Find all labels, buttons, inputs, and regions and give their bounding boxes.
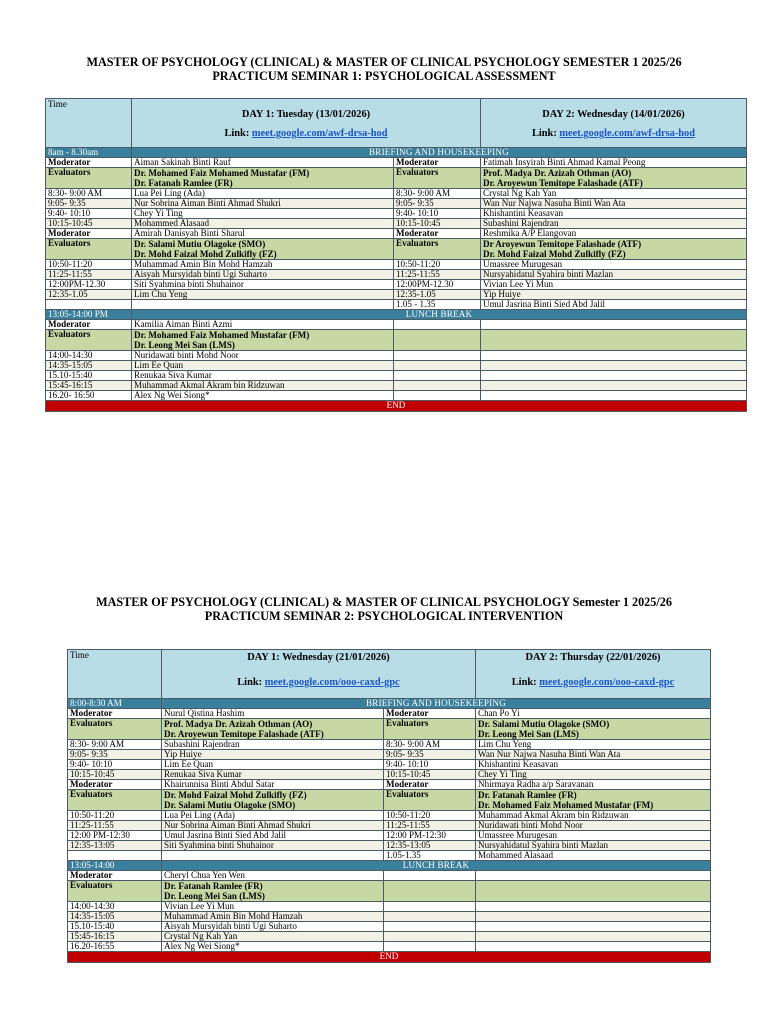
name-cell: [476, 932, 711, 942]
day2-meet-link[interactable]: meet.google.com/awf-drsa-hod: [559, 128, 696, 139]
evaluator-name: Dr Aroyewun Temitope Falashade (ATF): [483, 239, 642, 249]
moderator-label: Moderator: [68, 871, 162, 881]
table-row: [46, 290, 747, 300]
time-cell: [394, 381, 481, 391]
name-cell: Cheryl Chua Yen Wen: [162, 871, 384, 881]
evaluators-label: Evaluators: [68, 719, 162, 740]
moderator-label: Moderator: [394, 158, 481, 168]
end-row: [68, 952, 711, 963]
time-cell: [46, 300, 132, 310]
time-cell: [394, 391, 481, 401]
name-cell: [476, 942, 711, 952]
link-label: Link:: [237, 677, 263, 688]
table-row: [68, 932, 711, 942]
lunch-label: LUNCH BREAK: [132, 310, 747, 320]
name-cell: [481, 168, 747, 189]
seminar1-title-line2: PRACTICUM SEMINAR 1: PSYCHOLOGICAL ASSESSMENT: [212, 69, 556, 83]
time-cell: 1.05 - 1.35: [394, 300, 481, 310]
time-cell: 9:05- 9:35: [384, 750, 476, 760]
moderator-label: Moderator: [68, 780, 162, 790]
briefing-time: 8:00-8:30 AM: [68, 699, 162, 709]
day2-header: [481, 99, 747, 148]
day2-title: DAY 2: Thursday (22/01/2026): [525, 652, 661, 663]
table-row: [46, 330, 747, 351]
evaluators-label: Evaluators: [46, 168, 132, 189]
name-cell: Lua Pei Ling (Ada): [162, 811, 384, 821]
time-cell: 15.10-15:40: [46, 371, 132, 381]
end-label: END: [68, 952, 711, 963]
time-cell: 12:35-1.05: [46, 290, 132, 300]
lunch-label: LUNCH BREAK: [162, 861, 711, 871]
time-cell: 14:35-15:05: [68, 912, 162, 922]
evaluators-label: Evaluators: [68, 881, 162, 902]
name-cell: Crystal Ng Kah Yan: [162, 932, 384, 942]
time-header-cell: [68, 650, 162, 699]
table-row: [68, 740, 711, 750]
day1-link-line: [134, 127, 478, 140]
end-label: END: [46, 401, 747, 412]
table-row: [68, 902, 711, 912]
evaluator-name: Dr. Fatanah Ramlee (FR): [134, 178, 233, 188]
name-cell: [481, 391, 747, 401]
name-cell: Kamilia Aiman Binti Azmi: [132, 320, 394, 330]
table-row: [68, 841, 711, 851]
name-cell: Alex Ng Wei Siong*: [162, 942, 384, 952]
time-cell: 8:30- 9:00 AM: [46, 189, 132, 199]
name-cell: Muhammad Akmal Akram bin Ridzuwan: [132, 381, 394, 391]
name-cell: Aisyah Mursyidah binti Ugi Suharto: [162, 922, 384, 932]
name-cell: Aiman Sakinah Binti Rauf: [132, 158, 394, 168]
evaluator-name: Dr. Aroyewun Temitope Falashade (ATF): [164, 729, 324, 739]
time-cell: 16.20- 16:50: [46, 391, 132, 401]
seminar2-title-line1: MASTER OF PSYCHOLOGY (CLINICAL) & MASTER OF CLINICAL PSYCHOLOGY Semester 1 2025/26: [96, 595, 672, 609]
seminar2-title: [0, 595, 768, 623]
time-cell: 1.05-1.35: [384, 851, 476, 861]
name-cell: Wan Nur Najwa Nasuha Binti Wan Ata: [476, 750, 711, 760]
name-cell: [162, 719, 384, 740]
time-cell: 9:40- 10:10: [394, 209, 481, 219]
time-cell: 10:50-11:20: [68, 811, 162, 821]
name-cell: Khairunnisa Binti Abdul Satar: [162, 780, 384, 790]
name-cell: [476, 871, 711, 881]
table-row: [68, 831, 711, 841]
table-row: [68, 821, 711, 831]
time-cell: 16.20-16:55: [68, 942, 162, 952]
time-cell: 12:00 PM-12:30: [384, 831, 476, 841]
moderator-label: Moderator: [46, 229, 132, 239]
evaluator-name: Dr. Salami Mutiu Olagoke (SMO): [164, 800, 296, 810]
name-cell: Nuridawati binti Mohd Noor: [476, 821, 711, 831]
name-cell: Lim Chu Yeng: [132, 290, 394, 300]
time-cell: 12:35-13:05: [68, 841, 162, 851]
evaluator-name: Prof. Madya Dr. Azizah Othman (AO): [164, 719, 313, 729]
name-cell: Nhirmaya Radha a/p Saravanan: [476, 780, 711, 790]
table-row: [46, 260, 747, 270]
moderator-label: Moderator: [384, 709, 476, 719]
name-cell: Muhammad Amin Bin Mohd Hamzah: [132, 260, 394, 270]
day1-meet-link[interactable]: meet.google.com/awf-drsa-hod: [251, 128, 388, 139]
name-cell: [162, 881, 384, 902]
moderator-label: Moderator: [46, 158, 132, 168]
table-row: [46, 300, 747, 310]
lunch-time: 13:05-14:00 PM: [46, 310, 132, 320]
time-cell: 11:25-11:55: [394, 270, 481, 280]
time-cell: [384, 912, 476, 922]
time-cell: 8:30- 9:00 AM: [68, 740, 162, 750]
day1-link-line: [164, 676, 473, 689]
table-row: [46, 199, 747, 209]
time-header-cell: [46, 99, 132, 148]
name-cell: Renukaa Siva Kumar: [132, 371, 394, 381]
lunch-row: [68, 861, 711, 871]
table-row: [68, 912, 711, 922]
time-cell: 11:25-11:55: [68, 821, 162, 831]
time-cell: 10:15-10:45: [68, 770, 162, 780]
evaluators-label: Evaluators: [394, 239, 481, 260]
table-row: [68, 942, 711, 952]
seminar1-title: [0, 55, 768, 83]
table-row: [68, 811, 711, 821]
day2-header: [476, 650, 711, 699]
day2-meet-link[interactable]: meet.google.com/ooo-caxd-gpc: [539, 677, 675, 688]
day1-header: [162, 650, 476, 699]
seminar2-schedule-table: [67, 649, 711, 963]
day2-link-line: [483, 127, 744, 140]
time-cell: [384, 922, 476, 932]
name-cell: Vivian Lee Yi Mun: [162, 902, 384, 912]
time-cell: 12:00PM-12.30: [46, 280, 132, 290]
time-cell: 15.10-15:40: [68, 922, 162, 932]
day1-title: DAY 1: Tuesday (13/01/2026): [241, 109, 371, 120]
time-cell: [394, 361, 481, 371]
name-cell: [132, 300, 394, 310]
table-row: [46, 158, 747, 168]
name-cell: Nur Sobrina Aiman Binti Ahmad Shukri: [162, 821, 384, 831]
evaluators-label: Evaluators: [68, 790, 162, 811]
table-row: [68, 760, 711, 770]
table-row: [46, 219, 747, 229]
name-cell: [476, 912, 711, 922]
table-row: [46, 361, 747, 371]
time-cell: 15:45-16:15: [68, 932, 162, 942]
table-header-row: [68, 650, 711, 699]
name-cell: Mohammed Alasaad: [476, 851, 711, 861]
time-cell: 10:15-10:45: [394, 219, 481, 229]
evaluator-name: Dr. Mohd Faizal Mohd Zulkifly (FZ): [164, 790, 307, 800]
evaluator-name: Dr. Fatanah Ramlee (FR): [478, 790, 577, 800]
time-cell: 8:30- 9:00 AM: [394, 189, 481, 199]
name-cell: [162, 851, 384, 861]
link-label: Link:: [511, 677, 537, 688]
seminar2-morning-rows: [68, 709, 711, 861]
time-cell: 9:05- 9:35: [46, 199, 132, 209]
name-cell: Renukaa Siva Kumar: [162, 770, 384, 780]
time-header: Time: [70, 650, 89, 660]
table-row: [46, 320, 747, 330]
time-cell: 10:50-11:20: [394, 260, 481, 270]
name-cell: Siti Syahmina binti Shuhainor: [132, 280, 394, 290]
name-cell: Siti Syahmina binti Shuhainor: [162, 841, 384, 851]
table-row: [46, 189, 747, 199]
table-row: [68, 871, 711, 881]
evaluators-label: Evaluators: [46, 330, 132, 351]
table-row: [68, 790, 711, 811]
day2-link-line: [478, 676, 708, 689]
briefing-time: 8am - 8.30am: [46, 148, 132, 158]
table-row: [68, 719, 711, 740]
seminar1-schedule-table: [45, 98, 747, 412]
time-cell: 8:30- 9:00 AM: [384, 740, 476, 750]
name-cell: [481, 320, 747, 330]
name-cell: Crystal Ng Kah Yan: [481, 189, 747, 199]
name-cell: Umul Jasrina Binti Sied Abd Jalil: [481, 300, 747, 310]
name-cell: Alex Ng Wei Siong*: [132, 391, 394, 401]
name-cell: [476, 902, 711, 912]
name-cell: Mohammed Alasaad: [132, 219, 394, 229]
evaluators-label: Evaluators: [394, 168, 481, 189]
evaluator-name: Dr. Leong Mei San (LMS): [134, 340, 235, 350]
name-cell: Reshmika A/P Elangovan: [481, 229, 747, 239]
moderator-label: Moderator: [68, 709, 162, 719]
evaluator-name: Dr. Mohamed Faiz Mohamed Mustafar (FM): [134, 330, 310, 340]
name-cell: Nurul Qistina Hashim: [162, 709, 384, 719]
table-row: [46, 209, 747, 219]
day2-title: DAY 2: Wednesday (14/01/2026): [542, 109, 685, 120]
time-cell: [68, 851, 162, 861]
evaluator-name: Dr. Fatanah Ramlee (FR): [164, 881, 263, 891]
table-row: [68, 750, 711, 760]
evaluator-name: Dr. Salami Mutiu Olagoke (SMO): [478, 719, 610, 729]
time-cell: 9:05- 9:35: [394, 199, 481, 209]
name-cell: [481, 371, 747, 381]
time-cell: [394, 330, 481, 351]
evaluator-name: Dr. Leong Mei San (LMS): [478, 729, 579, 739]
time-cell: 10:15-10:45: [384, 770, 476, 780]
evaluators-label: Evaluators: [384, 790, 476, 811]
time-cell: 9:40- 10:10: [46, 209, 132, 219]
time-cell: 15:45-16:15: [46, 381, 132, 391]
time-cell: 9:05- 9:35: [68, 750, 162, 760]
time-cell: [384, 932, 476, 942]
time-cell: [394, 371, 481, 381]
time-cell: [384, 881, 476, 902]
table-row: [46, 381, 747, 391]
time-cell: 9:40- 10:10: [384, 760, 476, 770]
name-cell: Aisyah Mursyidah binti Ugi Suharto: [132, 270, 394, 280]
seminar1-title-line1: MASTER OF PSYCHOLOGY (CLINICAL) & MASTER OF CLINICAL PSYCHOLOGY SEMESTER 1 2025/26: [86, 55, 682, 69]
name-cell: [481, 239, 747, 260]
table-row: [68, 851, 711, 861]
time-cell: 10:50-11:20: [384, 811, 476, 821]
time-cell: [384, 902, 476, 912]
time-cell: [384, 942, 476, 952]
link-label: Link:: [531, 128, 557, 139]
name-cell: Subashini Rajendran: [162, 740, 384, 750]
name-cell: Lim Ee Quan: [132, 361, 394, 371]
name-cell: Nursyahidatul Syahira binti Mazlan: [476, 841, 711, 851]
evaluator-name: Dr. Salami Mutiu Olagoke (SMO): [134, 239, 266, 249]
name-cell: Umul Jasrina Binti Sied Abd Jalil: [162, 831, 384, 841]
name-cell: [132, 239, 394, 260]
seminar1-morning-rows: [46, 158, 747, 310]
name-cell: [481, 381, 747, 391]
evaluators-label: Evaluators: [384, 719, 476, 740]
link-label: Link:: [224, 128, 250, 139]
seminar2-title-line2: PRACTICUM SEMINAR 2: PSYCHOLOGICAL INTERVENTION: [204, 609, 564, 623]
name-cell: Wan Nur Najwa Nasuha Binti Wan Ata: [481, 199, 747, 209]
name-cell: Chan Po Yi: [476, 709, 711, 719]
time-cell: 14:35-15:05: [46, 361, 132, 371]
name-cell: Muhammad Akmal Akram bin Ridzuwan: [476, 811, 711, 821]
lunch-row: [46, 310, 747, 320]
name-cell: Yip Huiye: [162, 750, 384, 760]
table-row: [46, 168, 747, 189]
time-cell: 9:40- 10:10: [68, 760, 162, 770]
name-cell: [476, 719, 711, 740]
day1-header: [132, 99, 481, 148]
name-cell: Chey Yi Ting: [476, 770, 711, 780]
evaluator-name: Dr. Mohd Faizal Mohd Zulkifly (FZ): [483, 249, 626, 259]
name-cell: Nur Sobrina Aiman Binti Ahmad Shukri: [132, 199, 394, 209]
name-cell: [481, 361, 747, 371]
name-cell: Yip Huiye: [481, 290, 747, 300]
moderator-label: Moderator: [384, 780, 476, 790]
evaluator-name: Dr. Mohd Faizal Mohd Zulkifly (FZ): [134, 249, 277, 259]
name-cell: Nuridawati binti Mohd Noor: [132, 351, 394, 361]
name-cell: [132, 330, 394, 351]
table-row: [46, 351, 747, 361]
evaluator-name: Dr. Mohamed Faiz Mohamed Mustafar (FM): [478, 800, 654, 810]
name-cell: [132, 168, 394, 189]
briefing-label: BRIEFING AND HOUSEKEEPING: [132, 148, 747, 158]
briefing-row: [46, 148, 747, 158]
time-cell: 14:00-14:30: [68, 902, 162, 912]
seminar2-afternoon-rows: [68, 871, 711, 952]
time-cell: 10:15-10:45: [46, 219, 132, 229]
time-cell: [384, 871, 476, 881]
name-cell: Vivian Lee Yi Mun: [481, 280, 747, 290]
table-row: [68, 780, 711, 790]
time-header: Time: [48, 99, 67, 109]
time-cell: 11:25-11:55: [46, 270, 132, 280]
table-row: [46, 239, 747, 260]
name-cell: [476, 790, 711, 811]
moderator-label: Moderator: [394, 229, 481, 239]
time-cell: 12:35-1.05: [394, 290, 481, 300]
time-cell: 10:50-11:20: [46, 260, 132, 270]
table-row: [46, 391, 747, 401]
lunch-time: 13:05-14:00: [68, 861, 162, 871]
evaluator-name: Dr. Aroyewun Temitope Falashade (ATF): [483, 178, 643, 188]
name-cell: [481, 330, 747, 351]
evaluators-label: Evaluators: [46, 239, 132, 260]
evaluator-name: Dr. Mohamed Faiz Mohamed Mustafar (FM): [134, 168, 310, 178]
table-header-row: [46, 99, 747, 148]
name-cell: Chey Yi Ting: [132, 209, 394, 219]
name-cell: [476, 922, 711, 932]
name-cell: [476, 881, 711, 902]
seminar1-afternoon-rows: [46, 320, 747, 401]
table-row: [46, 270, 747, 280]
name-cell: Umassree Murugesan: [481, 260, 747, 270]
moderator-label: Moderator: [46, 320, 132, 330]
name-cell: Khishantini Keasavan: [476, 760, 711, 770]
name-cell: Lim Ee Quan: [162, 760, 384, 770]
table-row: [46, 229, 747, 239]
briefing-label: BRIEFING AND HOUSEKEEPING: [162, 699, 711, 709]
time-cell: [394, 351, 481, 361]
table-row: [46, 280, 747, 290]
name-cell: Umassree Murugesan: [476, 831, 711, 841]
name-cell: Subashini Rajendran: [481, 219, 747, 229]
name-cell: Nursyahidatul Syahira binti Mazlan: [481, 270, 747, 280]
name-cell: Fatimah Insyirah Binti Ahmad Kamal Peong: [481, 158, 747, 168]
table-row: [68, 770, 711, 780]
evaluator-name: Prof. Madya Dr. Azizah Othman (AO): [483, 168, 632, 178]
day1-meet-link[interactable]: meet.google.com/ooo-caxd-gpc: [264, 677, 400, 688]
time-cell: 12:35-13:05: [384, 841, 476, 851]
table-row: [46, 371, 747, 381]
time-cell: 11:25-11:55: [384, 821, 476, 831]
table-row: [68, 709, 711, 719]
name-cell: Amirah Danisyah Binti Sharul: [132, 229, 394, 239]
evaluator-name: Dr. Leong Mei San (LMS): [164, 891, 265, 901]
time-cell: [394, 320, 481, 330]
time-cell: 12:00 PM-12:30: [68, 831, 162, 841]
time-cell: 12:00PM-12.30: [394, 280, 481, 290]
table-row: [68, 881, 711, 902]
day1-title: DAY 1: Wednesday (21/01/2026): [247, 652, 390, 663]
briefing-row: [68, 699, 711, 709]
name-cell: Lua Pei Ling (Ada): [132, 189, 394, 199]
name-cell: Lim Chu Yeng: [476, 740, 711, 750]
name-cell: [162, 790, 384, 811]
name-cell: Muhammad Amin Bin Mohd Hamzah: [162, 912, 384, 922]
table-row: [68, 922, 711, 932]
end-row: [46, 401, 747, 412]
name-cell: Khishantini Keasavan: [481, 209, 747, 219]
time-cell: 14:00-14:30: [46, 351, 132, 361]
name-cell: [481, 351, 747, 361]
